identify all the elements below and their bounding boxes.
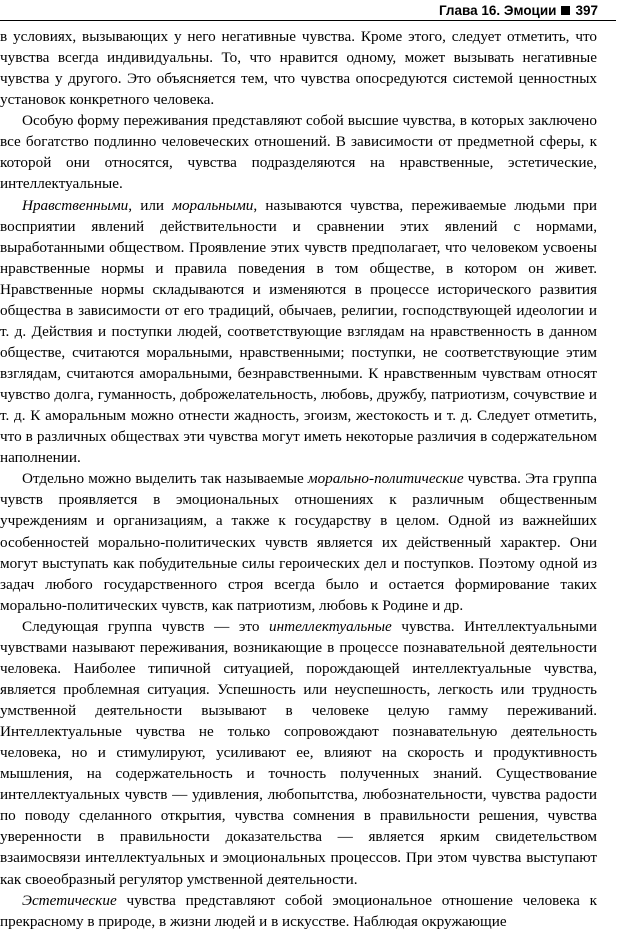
- text-run: Отдельно можно выделить так называемые: [22, 470, 308, 488]
- text-run: чувства. Интеллектуальными чувствами называют переживания, возникающие в процессе познавательной деятельности человека. Наиболее типичной ситуацией, порождающей интеллектуальные чувства, является проблемная ситуация. Успешность или неуспешность, легкость или трудность умственной деятельности вызывают в человеке целую гамму переживаний. Интеллектуальные чувства не только сопровождают познавательную деятельность человека, но и стимулируют, усиливают ее, влияют на скорость и продуктивность мышления, на содержательность и точность полученных знаний. Существование интеллектуальных чувств — удивления, любопытства, любознательности, чувства радости по поводу сделанного открытия, чувства сомнения в правильности решения, чувства уверенности в правильности доказательства — является ярким свидетельством взаимосвязи интеллектуальных и эмоциональных процессов. При этом чувства выступают как своеобразный регулятор умственной деятельности.: [0, 617, 597, 888]
- text-run: , или: [128, 196, 173, 214]
- text-run: Особую форму переживания представляют собой высшие чувства, в которых заключено все богатство подлинно человеческих отношений. В зависимости от предметной сферы, к которой они относятся, чувства подразделяются на нравственные, эстетические, интеллектуальные.: [0, 112, 597, 193]
- italic-term: морально-политические: [307, 470, 464, 488]
- page-number: 397: [575, 3, 598, 18]
- paragraph: [0, 616, 597, 890]
- chapter-title: Глава 16. Эмоции: [438, 3, 557, 18]
- body-text: [0, 26, 597, 932]
- text-run: Следующая группа чувств — это: [22, 617, 270, 635]
- header-rule: [0, 20, 616, 21]
- italic-term: Эстетические: [22, 891, 117, 909]
- italic-term: интеллектуальные: [269, 617, 392, 635]
- running-header: [0, 0, 620, 28]
- text-run: , называются чувства, переживаемые людьми при восприятии явлений действительности и сравнении этих явлений с нормами, выработанными обществом. Проявление этих чувств предполагает, что человеком усвоены нравственные нормы и правила поведения в том обществе, в котором он живет. Нравственные нормы складываются и изменяются в процессе исторического развития общества в зависимости от его традиций, обычаев, религии, господствующей идеологии и т. д. Действия и поступки людей, соответствующие взглядам на нравственность в данном обществе, считаются моральными, нравственными; поступки, не соответствующие этим взглядам, считаются аморальными, безнравственными. К нравственным чувствам относят чувство долга, гуманность, доброжелательность, любовь, дружбу, патриотизм, сочувствие и т. д. К аморальным можно отнести жадность, эгоизм, жестокость и т. д. Следует отметить, что в различных обществах эти чувства могут иметь некоторые различия в содержательном наполнении.: [0, 196, 598, 467]
- paragraph: [0, 195, 597, 469]
- italic-term: Нравственными: [22, 196, 129, 214]
- text-run: чувства представляют собой эмоциональное отношение человека к прекрасному в природе, в жизни людей и в искусстве. Наблюдая окружающие: [0, 891, 597, 930]
- square-bullet-icon: [561, 6, 570, 15]
- paragraph: [0, 468, 597, 615]
- italic-term: моральными: [172, 196, 254, 214]
- paragraph: [0, 890, 597, 932]
- text-run: чувства. Эта группа чувств проявляется в эмоциональных отношениях к различным общественным учреждениям и организациям, а также к государству в целом. Одной из важнейших особенностей морально-политических чувств является их действенный характер. Они могут выступать как побудительные силы героических дел и поступков. Поэтому одной из задач любого государственного строя всегда было и остается формирование таких морально-политических чувств, как патриотизм, любовь к Родине и др.: [0, 470, 597, 614]
- paragraph: [0, 110, 597, 194]
- paragraph: [0, 26, 597, 110]
- text-run: в условиях, вызывающих у него негативные чувства. Кроме этого, следует отметить, что чувства всегда индивидуальны. То, что нравится одному, может вызывать негативные чувства у другого. Это объясняется тем, что чувства опосредуются системой ценностных установок конкретного человека.: [0, 28, 597, 109]
